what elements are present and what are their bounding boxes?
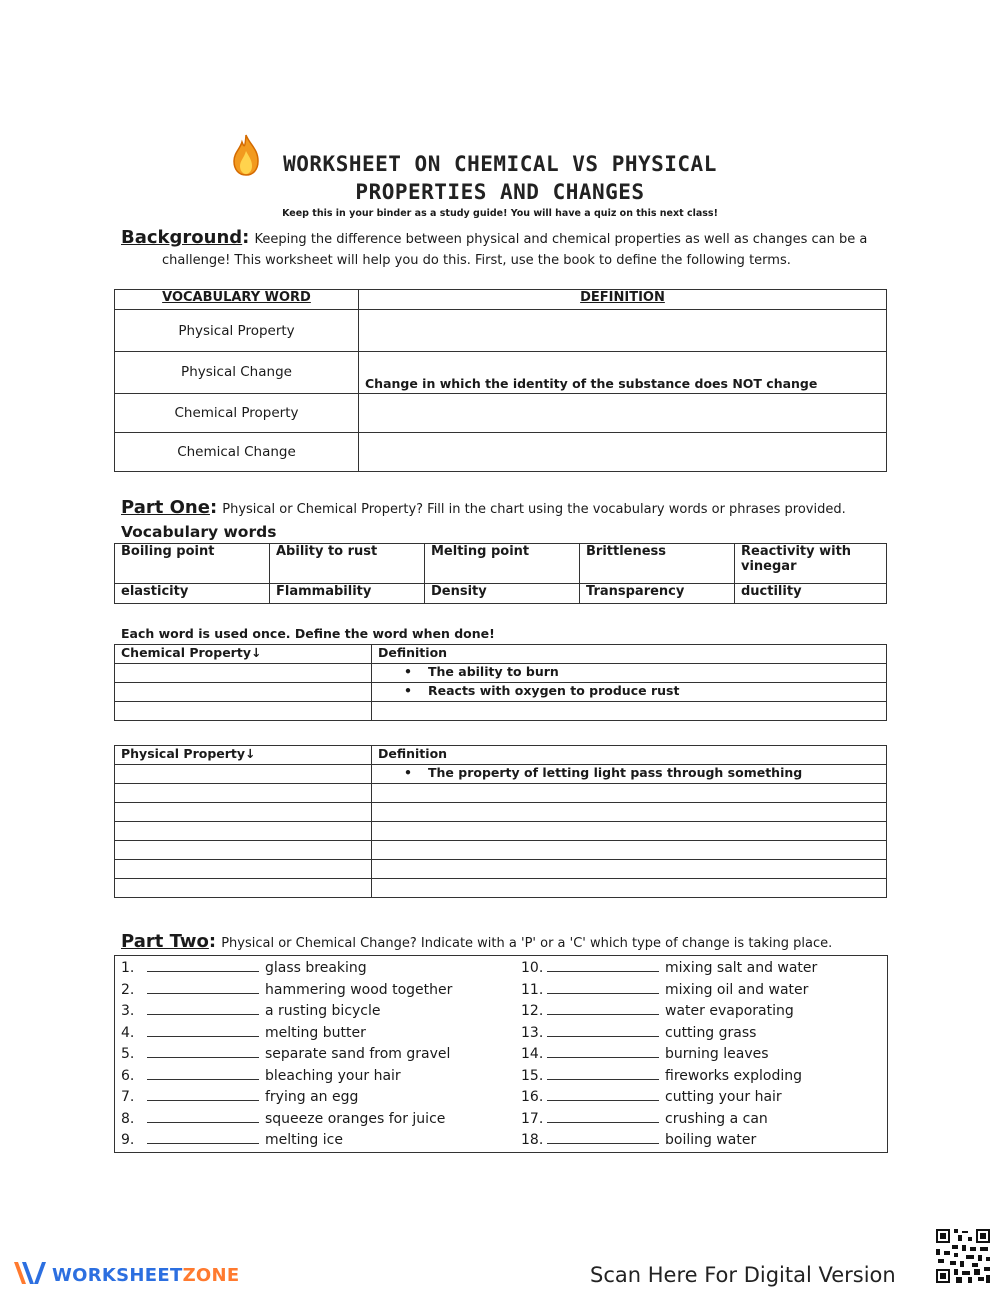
vocab-word-cell: Chemical Change bbox=[115, 433, 359, 472]
change-item-number: 1. bbox=[121, 960, 135, 976]
change-item-number: 4. bbox=[121, 1024, 135, 1041]
change-item-number: 5. bbox=[121, 1046, 135, 1062]
answer-blank[interactable] bbox=[147, 1045, 259, 1058]
vocab-cell: elasticity bbox=[115, 584, 270, 604]
change-item-text: melting butter bbox=[265, 1024, 366, 1041]
change-item-number: 13. bbox=[521, 1024, 544, 1041]
physical-definition-cell[interactable] bbox=[372, 879, 887, 898]
scan-text: Scan Here For Digital Version bbox=[590, 1263, 896, 1287]
answer-blank[interactable] bbox=[547, 1045, 659, 1058]
change-item-text: water evaporating bbox=[665, 1003, 794, 1019]
vocab-cell: Boiling point bbox=[115, 544, 270, 584]
change-item bbox=[521, 1024, 756, 1041]
change-item-number: 9. bbox=[121, 1132, 135, 1148]
brand-accent: ZONE bbox=[182, 1265, 240, 1286]
vocab-words-table bbox=[114, 543, 887, 604]
background-heading: Background bbox=[121, 227, 243, 248]
study-guide-note: Keep this in your binder as a study guide! You will have a quiz on this next class! bbox=[282, 208, 718, 219]
worksheet-zone-brand[interactable] bbox=[52, 1265, 240, 1286]
physical-property-cell[interactable] bbox=[115, 860, 372, 879]
background-text-2: challenge! This worksheet will help you do this. First, use the book to define the following terms. bbox=[162, 253, 791, 268]
physical-definition-cell[interactable] bbox=[372, 803, 887, 822]
change-item-text: squeeze oranges for juice bbox=[265, 1110, 446, 1127]
change-item-number: 14. bbox=[521, 1046, 544, 1062]
part-one-instruction: Physical or Chemical Property? Fill in the chart using the vocabulary words or phrases provided. bbox=[222, 502, 846, 517]
change-item-text: cutting grass bbox=[665, 1024, 757, 1041]
physical-definition-cell: • The property of letting light pass through something bbox=[372, 765, 887, 784]
vocab-word-cell: Physical Change bbox=[115, 352, 359, 394]
answer-blank[interactable] bbox=[547, 1110, 659, 1123]
vocab-word-header: VOCABULARY WORD bbox=[115, 290, 359, 310]
change-item-number: 10. bbox=[521, 960, 544, 976]
change-item-text: crushing a can bbox=[665, 1110, 768, 1127]
physical-property-cell[interactable] bbox=[115, 841, 372, 860]
worksheet-title-line1: WORKSHEET ON CHEMICAL VS PHYSICAL bbox=[283, 152, 717, 176]
vocab-cell: Melting point bbox=[425, 544, 580, 584]
answer-blank[interactable] bbox=[547, 959, 659, 972]
change-item bbox=[121, 1024, 366, 1041]
change-item-number: 3. bbox=[121, 1003, 135, 1019]
answer-blank[interactable] bbox=[147, 1067, 259, 1080]
vocab-cell: Brittleness bbox=[580, 544, 735, 584]
change-item-text: separate sand from gravel bbox=[265, 1046, 451, 1062]
physical-property-cell[interactable] bbox=[115, 784, 372, 803]
answer-blank[interactable] bbox=[547, 1131, 659, 1144]
each-word-note: Each word is used once. Define the word when done! bbox=[121, 626, 495, 641]
part-two-heading: Part Two bbox=[121, 931, 209, 952]
part-two-box bbox=[114, 955, 888, 1153]
answer-blank[interactable] bbox=[147, 1002, 259, 1015]
change-item-number: 15. bbox=[521, 1067, 544, 1084]
chemical-property-header: Chemical Property↓ bbox=[115, 645, 372, 664]
answer-blank[interactable] bbox=[547, 981, 659, 994]
physical-property-cell[interactable] bbox=[115, 879, 372, 898]
change-item-text: a rusting bicycle bbox=[265, 1003, 381, 1019]
change-item bbox=[121, 1131, 343, 1148]
vocab-word-cell: Physical Property bbox=[115, 310, 359, 352]
answer-blank[interactable] bbox=[147, 1024, 259, 1037]
change-item bbox=[121, 1088, 358, 1105]
change-item-number: 18. bbox=[521, 1132, 544, 1148]
change-item bbox=[521, 981, 808, 998]
part-two-instruction: Physical or Chemical Change? Indicate with a 'P' or a 'C' which type of change is taking place. bbox=[221, 936, 833, 951]
physical-definition-cell[interactable] bbox=[372, 784, 887, 803]
answer-blank[interactable] bbox=[547, 1024, 659, 1037]
vocab-cell: Flammability bbox=[270, 584, 425, 604]
change-item bbox=[521, 1131, 756, 1148]
part-one-heading: Part One bbox=[121, 497, 210, 518]
change-item bbox=[521, 1045, 769, 1062]
change-item-number: 12. bbox=[521, 1003, 544, 1019]
part-one-header: Part One: Physical or Chemical Property? Fill in the chart using the vocabulary words or phrases provided. bbox=[121, 497, 846, 518]
change-item bbox=[121, 1110, 445, 1127]
physical-definition-cell[interactable] bbox=[372, 822, 887, 841]
answer-blank[interactable] bbox=[547, 1067, 659, 1080]
change-item bbox=[121, 959, 367, 976]
change-item-text: hammering wood together bbox=[265, 981, 453, 998]
answer-blank[interactable] bbox=[547, 1002, 659, 1015]
change-item-text: cutting your hair bbox=[665, 1089, 782, 1105]
worksheet-zone-logo-icon bbox=[12, 1258, 48, 1288]
vocab-cell: Reactivity with vinegar bbox=[735, 544, 887, 584]
change-item bbox=[521, 1067, 802, 1084]
change-item-text: bleaching your hair bbox=[265, 1067, 401, 1084]
change-item-number: 16. bbox=[521, 1089, 544, 1105]
change-item-text: frying an egg bbox=[265, 1089, 359, 1105]
definition-cell[interactable]: Change in which the identity of the substance does NOT change bbox=[359, 352, 887, 394]
vocab-words-label: Vocabulary words bbox=[121, 523, 277, 541]
change-item bbox=[121, 981, 452, 998]
part-two-header: Part Two: Physical or Chemical Change? Indicate with a 'P' or a 'C' which type of change is taking place. bbox=[121, 931, 833, 952]
definition-header: DEFINITION bbox=[359, 290, 887, 310]
change-item-number: 11. bbox=[521, 981, 544, 998]
change-item-text: fireworks exploding bbox=[665, 1067, 803, 1084]
chemical-property-cell[interactable] bbox=[115, 702, 372, 721]
chemical-property-cell[interactable] bbox=[115, 664, 372, 683]
change-item-number: 8. bbox=[121, 1110, 135, 1127]
physical-property-cell[interactable] bbox=[115, 822, 372, 841]
qr-code-icon[interactable] bbox=[934, 1227, 992, 1285]
change-item-text: boiling water bbox=[665, 1132, 757, 1148]
physical-definition-header: Definition bbox=[372, 746, 887, 765]
chemical-property-table bbox=[114, 644, 887, 721]
answer-blank[interactable] bbox=[147, 981, 259, 994]
answer-blank[interactable] bbox=[547, 1088, 659, 1101]
change-item-text: glass breaking bbox=[265, 960, 367, 976]
change-item bbox=[121, 1002, 381, 1019]
definitions-table bbox=[114, 289, 887, 472]
change-item-number: 7. bbox=[121, 1089, 135, 1105]
answer-blank[interactable] bbox=[147, 1088, 259, 1101]
vocab-word-cell: Chemical Property bbox=[115, 394, 359, 433]
chemical-property-cell[interactable] bbox=[115, 683, 372, 702]
background-section: Background: Keeping the difference between physical and chemical properties as well as changes can be a bbox=[121, 227, 868, 248]
vocab-cell: Transparency bbox=[580, 584, 735, 604]
chemical-definition-cell[interactable] bbox=[372, 702, 887, 721]
physical-definition-cell[interactable] bbox=[372, 841, 887, 860]
definition-cell[interactable] bbox=[359, 433, 887, 472]
definition-cell[interactable] bbox=[359, 310, 887, 352]
vocab-cell: ductility bbox=[735, 584, 887, 604]
answer-blank[interactable] bbox=[147, 1131, 259, 1144]
change-item bbox=[121, 1045, 450, 1062]
chemical-definition-cell: • The ability to burn bbox=[372, 664, 887, 683]
chemical-definition-header: Definition bbox=[372, 645, 887, 664]
definition-cell[interactable] bbox=[359, 394, 887, 433]
physical-property-table bbox=[114, 745, 887, 898]
answer-blank[interactable] bbox=[147, 1110, 259, 1123]
change-item bbox=[521, 1110, 768, 1127]
background-text-1: Keeping the difference between physical and chemical properties as well as changes can be a bbox=[254, 232, 868, 247]
change-item-number: 2. bbox=[121, 981, 135, 998]
change-item-number: 6. bbox=[121, 1067, 135, 1084]
change-item-text: burning leaves bbox=[665, 1046, 769, 1062]
worksheet-title-line2: PROPERTIES AND CHANGES bbox=[355, 180, 645, 204]
physical-property-header: Physical Property↓ bbox=[115, 746, 372, 765]
answer-blank[interactable] bbox=[147, 959, 259, 972]
brand-main: WORKSHEET bbox=[52, 1265, 183, 1286]
change-item bbox=[521, 959, 817, 976]
change-item bbox=[521, 1002, 794, 1019]
change-item bbox=[121, 1067, 401, 1084]
chemical-definition-cell: • Reacts with oxygen to produce rust bbox=[372, 683, 887, 702]
change-item-number: 17. bbox=[521, 1110, 544, 1127]
change-item bbox=[521, 1088, 782, 1105]
vocab-cell: Ability to rust bbox=[270, 544, 425, 584]
change-item-text: melting ice bbox=[265, 1132, 343, 1148]
physical-definition-cell[interactable] bbox=[372, 860, 887, 879]
physical-property-cell[interactable] bbox=[115, 803, 372, 822]
change-item-text: mixing oil and water bbox=[665, 981, 809, 998]
change-item-text: mixing salt and water bbox=[665, 960, 818, 976]
physical-property-cell[interactable] bbox=[115, 765, 372, 784]
vocab-cell: Density bbox=[425, 584, 580, 604]
